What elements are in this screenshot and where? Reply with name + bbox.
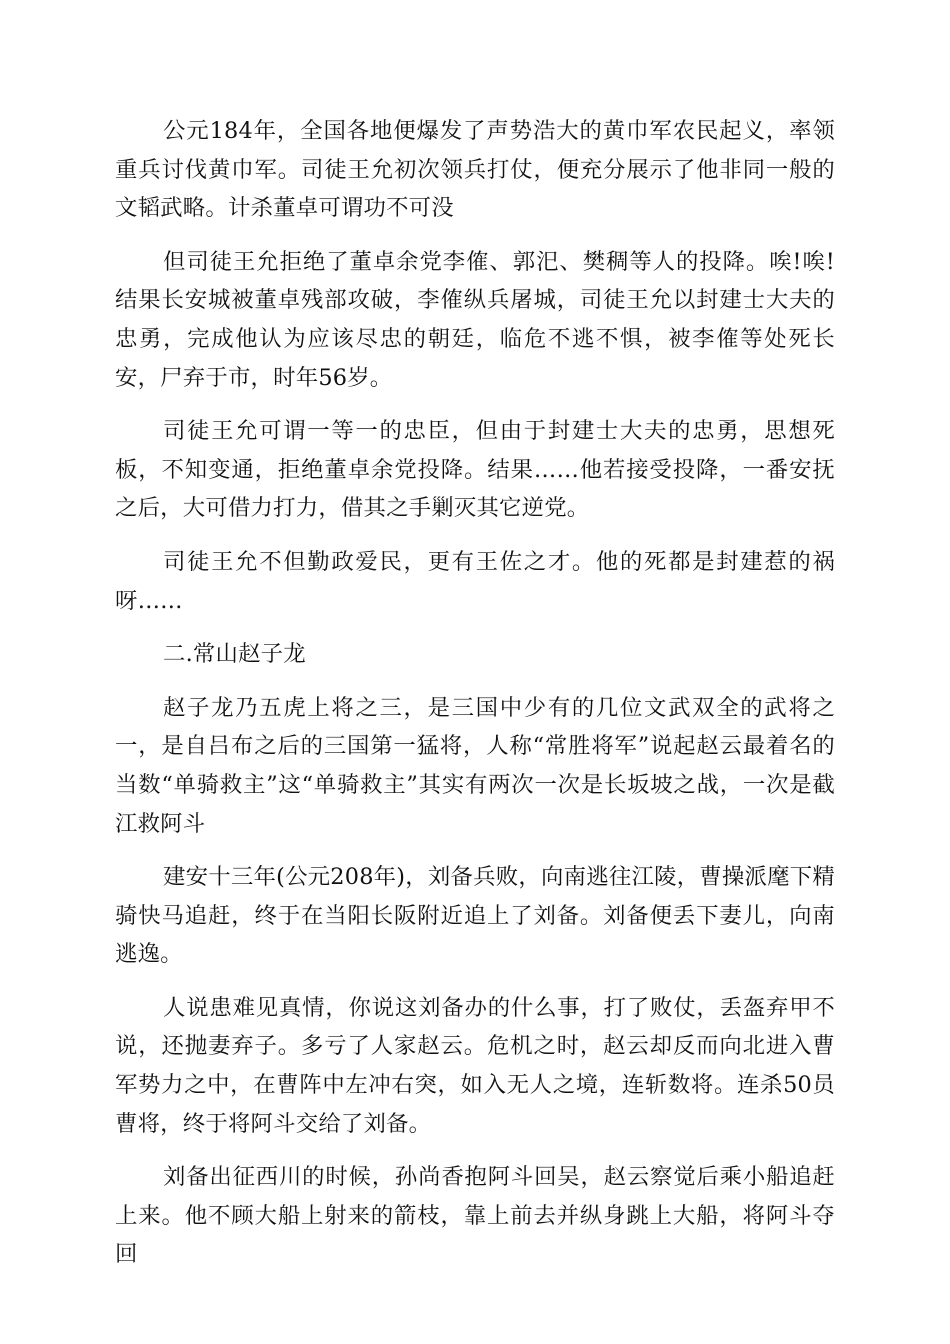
paragraph-4: 司徒王允不但勤政爱民，更有王佐之才。他的死都是封建惹的祸呀…… (115, 548, 835, 614)
paragraph-1: 公元184年，全国各地便爆发了声势浩大的黄巾军农民起义，率领重兵讨伐黄巾军。司徒王允初次领兵打仗，便充分展示了他非同一般的文韬武略。计杀董卓可谓功不可没 (115, 118, 835, 222)
paragraph-8: 刘备出征西川的时候，孙尚香抱阿斗回吴，赵云察觉后乘小船追赶上来。他不顾大船上射来的箭枝，靠上前去并纵身跳上大船，将阿斗夺回 (115, 1164, 835, 1268)
document-body (115, 112, 835, 1289)
paragraph-6: 建安十三年(公元208年)，刘备兵败，向南逃往江陵，曹操派麾下精骑快马追赶，终于在当阳长阪附近追上了刘备。刘备便丢下妻儿，向南逃逸。 (115, 864, 835, 968)
paragraph-5: 赵子龙乃五虎上将之三，是三国中少有的几位文武双全的武将之一，是自吕布之后的三国第一猛将，人称“常胜将军”说起赵云最着名的当数“单骑救主”这“单骑救主”其实有两次一次是长坂坡之战，一次是截江救阿斗 (115, 694, 835, 837)
paragraph-3: 司徒王允可谓一等一的忠臣，但由于封建士大夫的忠勇，思想死板，不知变通，拒绝董卓余党投降。结果……他若接受投降，一番安抚之后，大可借力打力，借其之手剿灭其它逆党。 (115, 418, 835, 522)
paragraph-2: 但司徒王允拒绝了董卓余党李傕、郭汜、樊稠等人的投降。唉!唉!结果长安城被董卓残部攻破，李傕纵兵屠城，司徒王允以封建士大夫的忠勇，完成他认为应该尽忠的朝廷，临危不逃不惧，被李傕等处死长安，尸弃于市，时年56岁。 (115, 248, 835, 391)
paragraph-7: 人说患难见真情，你说这刘备办的什么事，打了败仗，丢盔弃甲不说，还抛妻弃子。多亏了人家赵云。危机之时，赵云却反而向北进入曹军势力之中，在曹阵中左冲右突，如入无人之境，连斩数将。连杀50员曹将，终于将阿斗交给了刘备。 (115, 994, 836, 1137)
section-heading: 二.常山赵子龙 (163, 641, 306, 668)
